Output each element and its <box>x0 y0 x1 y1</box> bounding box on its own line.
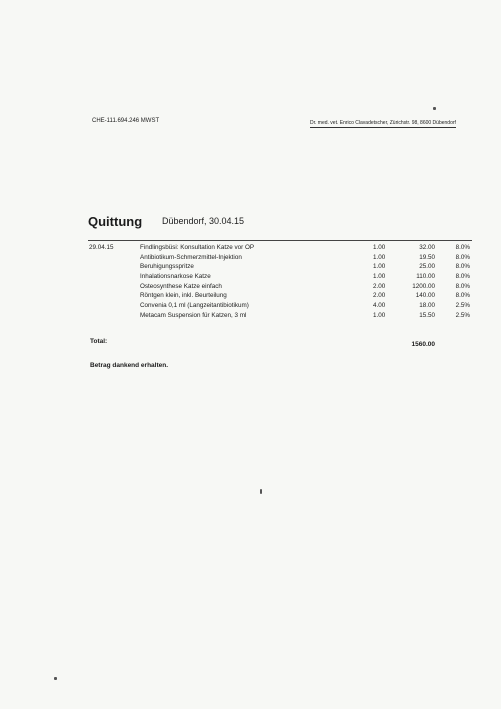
line-item <box>0 301 501 311</box>
scan-speck <box>433 107 436 110</box>
line-item <box>0 272 501 282</box>
item-quantity: 2.00 <box>373 282 386 290</box>
item-description: Röntgen klein, inkl. Beurteilung <box>140 292 227 300</box>
item-quantity: 4.00 <box>373 302 386 310</box>
line-item <box>0 243 501 253</box>
vet-address: Dr. med. vet. Enrico Clavadetscher, Zürichstr. 98, 8600 Dübendorf <box>310 120 456 126</box>
line-item <box>0 262 501 272</box>
item-amount: 110.00 <box>416 273 435 281</box>
vat-number: CHE-111.694.246 MWST <box>92 118 160 124</box>
total-amount: 1560.00 <box>411 341 435 348</box>
item-amount: 15.50 <box>419 311 435 319</box>
header-rule <box>88 240 472 241</box>
item-vat: 2.5% <box>455 311 470 319</box>
item-amount: 19.50 <box>419 253 435 261</box>
item-vat: 8.0% <box>455 282 470 290</box>
scan-speck <box>54 677 57 680</box>
item-vat: 8.0% <box>455 263 470 271</box>
place-date: Dübendorf, 30.04.15 <box>162 216 245 226</box>
scan-speck <box>260 489 262 494</box>
item-description: Osteosynthese Katze einfach <box>140 282 222 290</box>
item-description: Beruhigungsspritze <box>140 263 194 271</box>
item-amount: 140.00 <box>415 292 435 300</box>
item-amount: 18.00 <box>419 302 435 310</box>
item-quantity: 1.00 <box>373 253 386 261</box>
item-amount: 32.00 <box>419 244 435 251</box>
item-quantity: 1.00 <box>373 273 386 281</box>
item-amount: 25.00 <box>419 263 435 271</box>
line-items <box>0 243 501 321</box>
line-item <box>0 291 501 301</box>
item-description: Inhalationsnarkose Katze <box>140 273 211 281</box>
item-vat: 8.0% <box>455 292 470 300</box>
item-description: Antibiotikum-Schmerzmittel-Injektion <box>140 253 242 261</box>
item-vat: 8.0% <box>455 244 470 251</box>
total-label: Total: <box>90 338 108 345</box>
item-vat: 2.5% <box>455 302 470 310</box>
item-description: Convenia 0,1 ml (Langzeitantibiotikum) <box>140 302 249 310</box>
item-description: Metacam Suspension für Katzen, 3 ml <box>140 311 247 319</box>
document-title: Quittung <box>88 214 143 229</box>
payment-received-note: Betrag dankend erhalten. <box>90 362 169 369</box>
item-description: Findlingsbüsi: Konsultation Katze vor OP <box>140 244 255 251</box>
item-date: 29.04.15 <box>89 244 114 251</box>
item-quantity: 1.00 <box>373 263 386 271</box>
line-item <box>0 311 501 321</box>
line-item <box>0 282 501 292</box>
item-quantity: 2.00 <box>373 292 386 300</box>
item-quantity: 1.00 <box>373 244 386 251</box>
item-vat: 8.0% <box>455 273 470 281</box>
item-quantity: 1.00 <box>373 311 386 319</box>
line-item <box>0 253 501 263</box>
item-amount: 1200.00 <box>412 282 435 290</box>
item-vat: 8.0% <box>455 253 470 261</box>
